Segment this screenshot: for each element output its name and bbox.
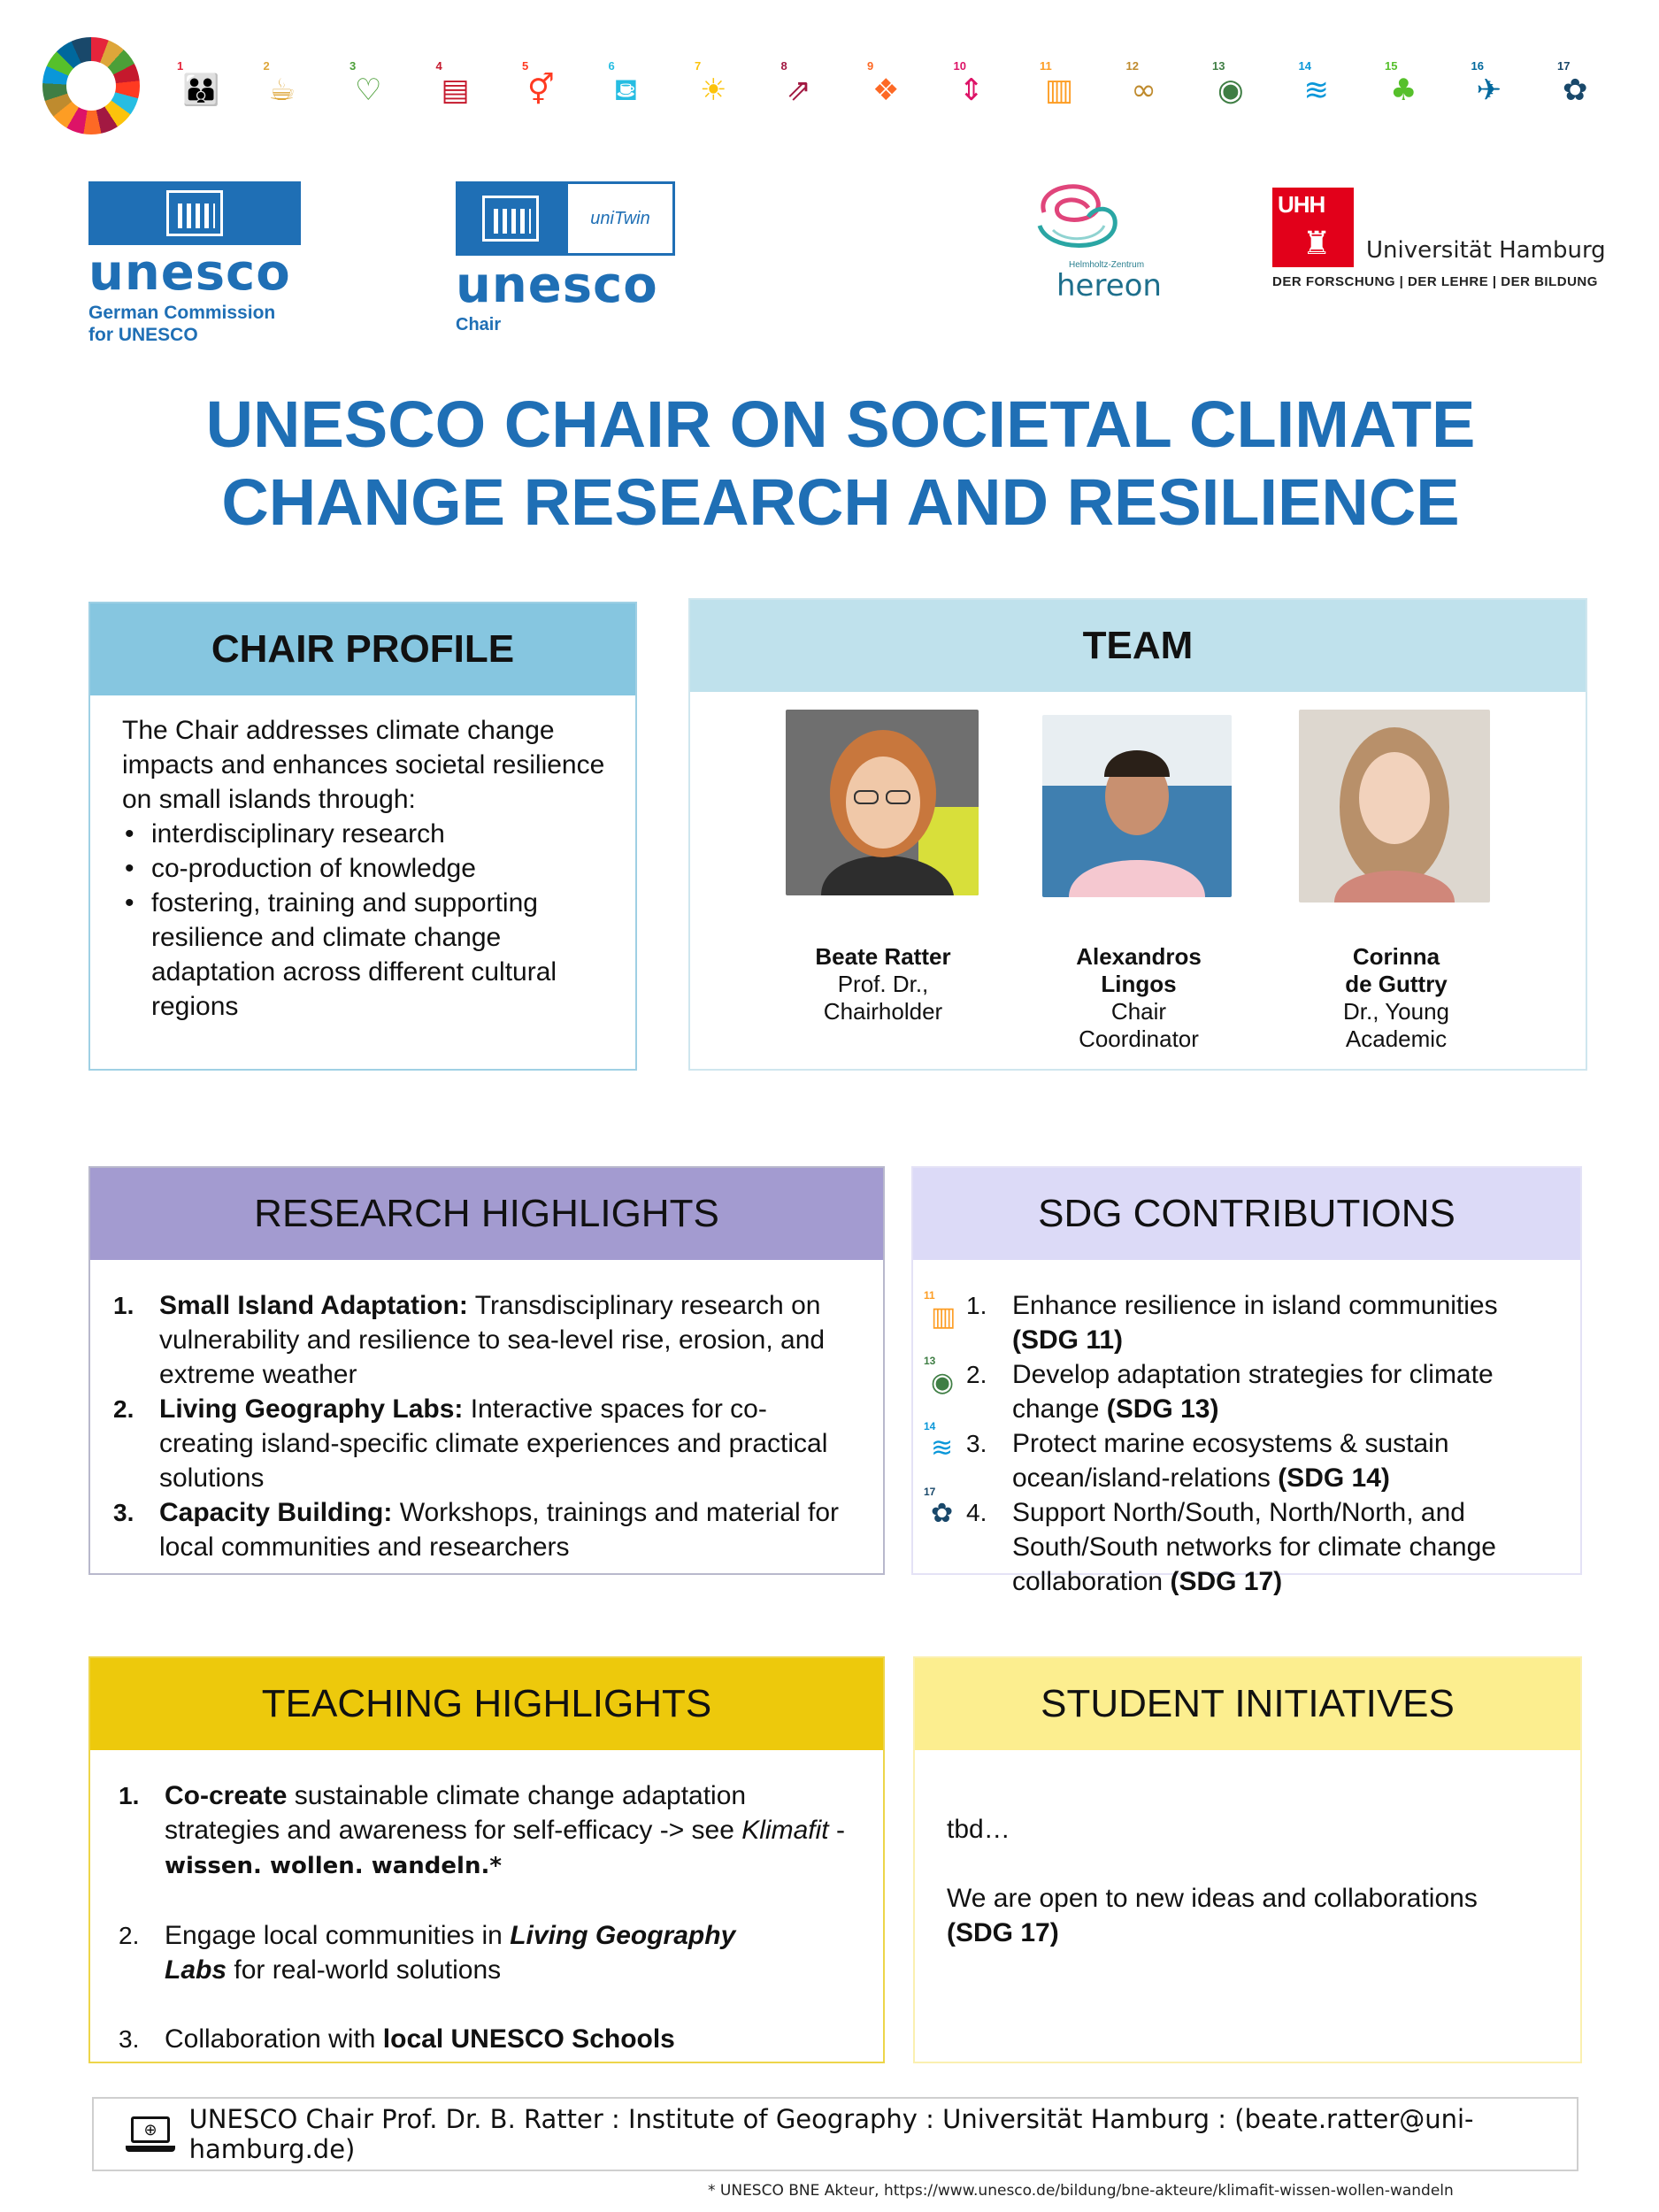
team-member-2 — [1033, 943, 1245, 1053]
hereon-word: hereon — [1056, 268, 1162, 303]
list-item: 1. Enhance resilience in island communities (SDG 11) — [966, 1291, 1498, 1355]
sdg-11-icon: 11 ▥ — [924, 1289, 956, 1333]
sdg-goal-2 — [264, 60, 334, 122]
sdg-goal-number: 14 — [1298, 59, 1311, 73]
photo-alexandros-lingos — [1042, 715, 1232, 897]
logo-hereon — [1026, 177, 1162, 303]
sdg-14-icon: 14 ≋ — [924, 1420, 954, 1463]
member-name: Lingos — [1101, 971, 1177, 997]
list-item: 1. Small Island Adaptation: Transdisciplinary research on vulnerability and resilience to sea-level rise, erosion, and extreme weather — [113, 1291, 826, 1389]
sdg-goal-icon: ▥ — [1045, 73, 1074, 108]
unesco-temple-icon — [88, 181, 301, 245]
sdg-goal-4 — [436, 60, 507, 122]
list-item: • interdisciplinary research — [151, 817, 605, 851]
list-item: 1. Co-create sustainable climate change adaptation strategies and awareness for self-efficacy -> see Klimafit - wissen. wollen. wandeln.* — [119, 1781, 845, 1879]
uhh-tagline: DER FORSCHUNG | DER LEHRE | DER BILDUNG — [1272, 274, 1598, 289]
students-tbd: tbd… — [947, 1815, 1010, 1844]
teaching-box — [88, 1656, 885, 2063]
logo-line1: German Commission — [88, 303, 276, 323]
sdg-goal-6 — [609, 60, 680, 122]
sdg-goal-icon: ◉ — [1217, 73, 1244, 108]
logo-line2: for UNESCO — [88, 325, 198, 345]
member-name: Beate Ratter — [815, 943, 951, 970]
sdg-goal-number: 13 — [1212, 59, 1225, 73]
logo-unesco-chair — [456, 181, 686, 336]
sdg-goal-number: 1 — [177, 59, 184, 73]
sdg-contrib-box — [911, 1166, 1582, 1596]
logo-word: unesco — [88, 244, 291, 302]
member-name: Alexandros — [1076, 943, 1202, 970]
sdg-goal-number: 8 — [780, 59, 787, 73]
member-role: Dr., Young — [1343, 998, 1449, 1025]
sdg-goal-icon: ∞ — [1131, 73, 1156, 108]
member-role: Chair — [1110, 998, 1167, 1025]
sdg-goal-number: 3 — [349, 59, 357, 73]
list-item: 2. Living Geography Labs: Interactive spaces for co-creating island-specific climate experiences and practical solutions — [113, 1394, 828, 1493]
unesco-temple-icon — [456, 181, 565, 256]
logo-word: unesco — [456, 257, 658, 314]
sdg-goal-icon: ❖ — [872, 73, 900, 108]
sdg-goal-icon: ♡ — [355, 73, 382, 108]
sdg-goal-icon: ≋ — [1303, 73, 1329, 108]
sdg-goal-15 — [1385, 60, 1455, 122]
chair-profile-intro: The Chair addresses climate change impacts and enhances societal resilience on small islands through: — [122, 716, 605, 814]
sdg-goal-10 — [954, 60, 1025, 122]
sdg-goal-17 — [1557, 60, 1628, 122]
research-heading: RESEARCH HIGHLIGHTS — [90, 1168, 883, 1260]
chair-profile-box — [88, 602, 637, 1071]
sdg-contrib-heading: SDG CONTRIBUTIONS — [913, 1168, 1580, 1260]
list-item: 3. Protect marine ecosystems & sustain ocean/island-relations (SDG 14) — [966, 1429, 1449, 1493]
chair-profile-heading: CHAIR PROFILE — [90, 603, 635, 695]
footer-text: UNESCO Chair Prof. Dr. B. Ratter : Institute of Geography : Universität Hamburg : (beate.ratter@uni-hamburg.de) — [188, 2104, 1474, 2164]
unitwin-logo: uniTwin — [565, 181, 675, 256]
sdg-goal-icon: ⚥ — [527, 73, 555, 108]
member-role: Academic — [1345, 1025, 1448, 1052]
list-item: 2. Develop adaptation strategies for climate change (SDG 13) — [966, 1360, 1494, 1424]
sdg-17-icon: 17 ✿ — [924, 1486, 954, 1529]
sdg-goal-icon: ♣ — [1390, 73, 1417, 108]
logo-chair-sub: Chair — [456, 315, 502, 334]
sdg-goal-icon: ⇗ — [786, 73, 811, 108]
sdg-goal-14 — [1299, 60, 1370, 122]
students-body — [915, 1750, 1580, 1950]
sdg-goal-3 — [349, 60, 420, 122]
list-item: • co-production of knowledge — [151, 851, 605, 886]
sdg-goal-number: 15 — [1385, 59, 1398, 73]
sdg-goal-16 — [1471, 60, 1542, 122]
member-role: Prof. Dr., — [837, 971, 929, 997]
sdg-goal-12 — [1126, 60, 1197, 122]
list-item: 2. Engage local communities in Living Geography Labs for real-world solutions — [119, 1921, 736, 1985]
sdg-goal-11 — [1040, 60, 1110, 122]
sdg-goal-7 — [695, 60, 765, 122]
member-name: Corinna — [1352, 943, 1440, 970]
team-box — [688, 598, 1587, 1071]
sdg-goal-number: 12 — [1125, 59, 1139, 73]
sdg-goal-number: 17 — [1557, 59, 1571, 73]
research-box — [88, 1166, 885, 1575]
castle-icon: ♜ — [1302, 225, 1332, 261]
sdg-wheel-icon — [42, 37, 140, 134]
sdg-goal-number: 10 — [953, 59, 966, 73]
sdg-goal-icon: ✿ — [1563, 73, 1588, 108]
sdg-side-icons — [924, 1290, 968, 1552]
sdg-goal-number: 16 — [1471, 59, 1484, 73]
list-item: 4. Support North/South, North/North, and South/South networks for climate change collaboration (SDG 17) — [966, 1498, 1496, 1596]
sdg-goal-1 — [177, 60, 248, 122]
logo-german-commission — [88, 181, 310, 346]
member-role: Chairholder — [823, 998, 943, 1025]
list-item: 3. Collaboration with local UNESCO Schools — [119, 2024, 675, 2054]
hereon-swirl-icon — [1026, 177, 1124, 261]
team-heading: TEAM — [690, 600, 1586, 692]
hereon-small: Helmholtz-Zentrum — [1069, 260, 1145, 270]
sdg-goal-icon: ⛾ — [613, 73, 639, 108]
sdg-13-icon: 13 ◉ — [924, 1355, 955, 1398]
list-item: • fostering, training and supporting resilience and climate change adaptation across different cultural regions — [151, 886, 605, 1024]
sdg-goal-icon: ⇕ — [958, 73, 984, 108]
students-sdg: (SDG 17) — [947, 1918, 1059, 1947]
sdg-goal-13 — [1212, 60, 1283, 122]
sdg-goal-8 — [781, 60, 852, 122]
sdg-goal-icon: ☕ — [268, 73, 296, 108]
sdg-goal-number: 6 — [608, 59, 615, 73]
students-heading: STUDENT INITIATIVES — [915, 1658, 1580, 1750]
team-member-3 — [1290, 943, 1502, 1053]
logo-uhh — [1272, 188, 1626, 289]
member-name: de Guttry — [1345, 971, 1448, 997]
member-role: Coordinator — [1079, 1025, 1199, 1052]
students-box — [913, 1656, 1582, 2063]
team-member-1 — [777, 943, 989, 1025]
sdg-goal-number: 7 — [695, 59, 702, 73]
sdg-goal-number: 11 — [1040, 59, 1052, 73]
laptop-globe-icon: ⊕ — [126, 2116, 173, 2152]
chair-profile-body — [90, 695, 635, 1024]
sdg-goal-9 — [867, 60, 938, 122]
sdg-goal-5 — [522, 60, 593, 122]
teaching-heading: TEACHING HIGHLIGHTS — [90, 1658, 883, 1750]
sdg-goal-number: 4 — [435, 59, 442, 73]
photo-beate-ratter — [786, 710, 979, 895]
sdg-goal-number: 2 — [263, 59, 270, 73]
sdg-goal-icon: ▤ — [441, 73, 470, 108]
sdg-goal-icon: ☀ — [700, 73, 727, 108]
uhh-name: Universität Hamburg — [1366, 237, 1606, 264]
sdg-goal-icon: 👪 — [182, 73, 220, 108]
footnote: * UNESCO BNE Akteur, https://www.unesco.de/bildung/bne-akteure/klimafit-wissen-wollen-wandeln — [708, 2182, 1454, 2200]
footer-bar — [92, 2097, 1578, 2171]
list-item: 3. Capacity Building: Workshops, trainings and material for local communities and researchers — [113, 1498, 840, 1562]
page-title: UNESCO CHAIR ON SOCIETAL CLIMATE CHANGE RESEARCH AND RESILIENCE — [205, 388, 1476, 539]
photo-corinna-de-guttry — [1299, 710, 1490, 902]
students-open: We are open to new ideas and collaborations — [947, 1884, 1478, 1913]
sdg-goal-number: 5 — [522, 59, 529, 73]
sdg-goal-icon: ✈ — [1476, 73, 1502, 108]
uhh-mark: UHH ♜ — [1272, 188, 1354, 267]
sdg-goal-strip — [177, 60, 1628, 122]
sdg-goal-number: 9 — [867, 59, 874, 73]
